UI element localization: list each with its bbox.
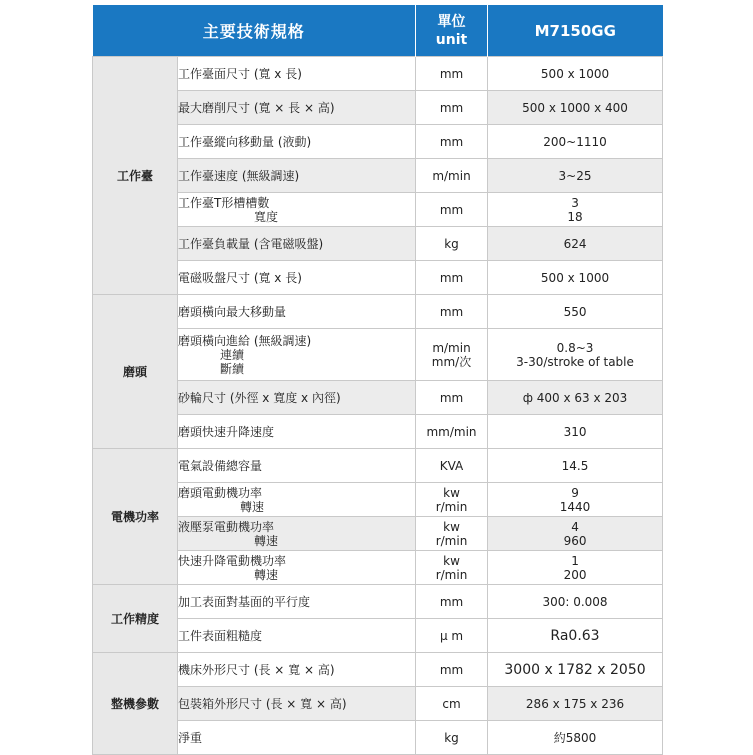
category-cell: 工作臺: [93, 57, 178, 295]
spec-item-cell: [178, 125, 416, 159]
unit-header-zh: 單位: [437, 13, 466, 30]
spec-item-label: 工作臺面尺寸 (寬 x 長): [178, 66, 302, 81]
spec-item-label: 轉速: [254, 533, 279, 548]
spec-unit-label: r/min: [435, 533, 468, 548]
spec-table: [92, 5, 663, 755]
spec-unit-label: m/min: [432, 340, 471, 355]
spec-value: Ra0.63: [550, 627, 600, 644]
spec-item-label: 電磁吸盤尺寸 (寬 x 長): [178, 270, 302, 285]
model-column-header: M7150GG: [488, 5, 663, 57]
spec-value: 500 x 1000: [540, 270, 610, 285]
spec-unit-label: mm/min: [426, 424, 477, 439]
spec-item-label: 磨頭橫向最大移動量: [178, 304, 287, 319]
header-row: [93, 5, 663, 57]
spec-item-cell: [178, 227, 416, 261]
spec-value-cell: [488, 517, 663, 551]
spec-unit-label: mm: [439, 304, 464, 319]
table-row: [93, 483, 663, 517]
spec-item-label: 磨頭橫向進給 (無級調速): [178, 333, 312, 348]
table-title: 主要技術規格: [93, 5, 416, 57]
spec-item-label: 工作臺負載量 (含電磁吸盤): [178, 236, 324, 251]
spec-value-cell: [488, 57, 663, 91]
spec-unit-cell: [416, 687, 488, 721]
spec-value: 1: [571, 553, 579, 568]
spec-unit-label: m/min: [432, 168, 471, 183]
table-row: [93, 91, 663, 125]
spec-item-cell: [178, 381, 416, 415]
spec-unit-cell: [416, 295, 488, 329]
spec-item-label: 最大磨削尺寸 (寬 × 長 × 高): [178, 100, 335, 115]
spec-unit-cell: [416, 329, 488, 381]
spec-value-cell: [488, 619, 663, 653]
spec-value-cell: [488, 585, 663, 619]
table-row: [93, 551, 663, 585]
spec-unit-cell: [416, 193, 488, 227]
spec-unit-label: mm: [439, 662, 464, 677]
spec-sheet: [92, 5, 662, 755]
spec-item-cell: [178, 91, 416, 125]
spec-value-cell: [488, 687, 663, 721]
spec-item-cell: [178, 653, 416, 687]
spec-item-label: 工作臺速度 (無級調速): [178, 168, 300, 183]
spec-item-label: 淨重: [178, 730, 203, 745]
spec-item-cell: [178, 449, 416, 483]
table-row: [93, 329, 663, 381]
spec-value: 3000 x 1782 x 2050: [504, 661, 646, 678]
unit-header-en: unit: [435, 31, 468, 48]
spec-item-label: 機床外形尺寸 (長 × 寬 × 高): [178, 662, 335, 677]
spec-unit-cell: [416, 381, 488, 415]
spec-value-cell: [488, 261, 663, 295]
table-row: [93, 193, 663, 227]
spec-item-label: 轉速: [254, 567, 279, 582]
spec-item-cell: [178, 329, 416, 381]
spec-value: 300: 0.008: [542, 594, 608, 609]
spec-value: 500 x 1000 x 400: [522, 100, 628, 115]
spec-unit-label: mm: [439, 202, 464, 217]
spec-item-label: 工作臺T形槽槽數: [178, 195, 270, 210]
table-row: [93, 227, 663, 261]
table-row: [93, 381, 663, 415]
spec-unit-cell: [416, 415, 488, 449]
spec-value: 3-30/stroke of table: [516, 354, 634, 369]
spec-unit-cell: [416, 91, 488, 125]
spec-value: 4: [571, 519, 579, 534]
spec-value-cell: [488, 381, 663, 415]
spec-unit-label: kw: [443, 519, 460, 534]
category-cell: 工作精度: [93, 585, 178, 653]
spec-unit-label: μ m: [439, 628, 464, 643]
spec-value-cell: [488, 415, 663, 449]
spec-item-label: 工件表面粗糙度: [178, 628, 263, 643]
spec-item-label: 磨頭電動機功率: [178, 485, 263, 500]
spec-item-cell: [178, 551, 416, 585]
spec-value: 14.5: [561, 458, 589, 473]
spec-unit-label: mm: [439, 270, 464, 285]
spec-item-cell: [178, 415, 416, 449]
spec-value-cell: [488, 721, 663, 755]
spec-unit-cell: [416, 227, 488, 261]
spec-item-label: 連續: [220, 347, 245, 362]
spec-unit-label: kg: [444, 730, 459, 745]
spec-item-cell: [178, 687, 416, 721]
spec-unit-cell: [416, 57, 488, 91]
spec-value: 286 x 175 x 236: [525, 696, 625, 711]
spec-item-label: 斷續: [220, 361, 245, 376]
spec-item-label: 電氣設備總容量: [178, 458, 263, 473]
spec-value-cell: [488, 227, 663, 261]
spec-value: 1440: [559, 499, 591, 514]
table-row: [93, 619, 663, 653]
spec-item-label: 砂輪尺寸 (外徑 x 寬度 x 內徑): [178, 390, 341, 405]
spec-unit-cell: [416, 551, 488, 585]
table-row: [93, 721, 663, 755]
spec-unit-cell: [416, 483, 488, 517]
spec-item-label: 工作臺縱向移動量 (液動): [178, 134, 312, 149]
spec-unit-cell: [416, 653, 488, 687]
spec-item-cell: [178, 619, 416, 653]
spec-value: 550: [563, 304, 587, 319]
spec-value-cell: [488, 551, 663, 585]
table-row: [93, 57, 663, 91]
spec-item-label: 液壓泵電動機功率: [178, 519, 275, 534]
spec-unit-cell: [416, 619, 488, 653]
spec-item-cell: [178, 295, 416, 329]
spec-value: 約5800: [553, 730, 597, 745]
spec-item-cell: [178, 517, 416, 551]
spec-unit-label: mm: [439, 134, 464, 149]
spec-value-cell: [488, 329, 663, 381]
spec-item-cell: [178, 585, 416, 619]
category-cell: 整機參數: [93, 653, 178, 755]
spec-value: 3~25: [558, 168, 592, 183]
spec-unit-cell: [416, 517, 488, 551]
spec-value-cell: [488, 159, 663, 193]
spec-unit-label: cm: [442, 696, 461, 711]
spec-value-cell: [488, 449, 663, 483]
spec-unit-label: mm: [439, 100, 464, 115]
spec-item-cell: [178, 57, 416, 91]
spec-value: 18: [567, 209, 583, 224]
spec-item-label: 磨頭快速升降速度: [178, 424, 275, 439]
spec-item-cell: [178, 261, 416, 295]
spec-value: 9: [571, 485, 579, 500]
spec-unit-cell: [416, 585, 488, 619]
spec-value-cell: [488, 483, 663, 517]
spec-body: [93, 57, 663, 755]
spec-value: 500 x 1000: [540, 66, 610, 81]
spec-unit-label: r/min: [435, 567, 468, 582]
table-row: [93, 159, 663, 193]
spec-unit-label: kw: [443, 485, 460, 500]
spec-unit-label: mm: [439, 390, 464, 405]
spec-value: 0.8~3: [556, 340, 594, 355]
spec-item-cell: [178, 483, 416, 517]
spec-value: 3: [571, 195, 579, 210]
spec-item-label: 寬度: [254, 209, 279, 224]
spec-value-cell: [488, 125, 663, 159]
table-row: [93, 653, 663, 687]
spec-unit-cell: [416, 125, 488, 159]
category-cell: 電機功率: [93, 449, 178, 585]
spec-item-cell: [178, 721, 416, 755]
spec-item-label: 加工表面對基面的平行度: [178, 594, 311, 609]
table-row: [93, 261, 663, 295]
unit-column-header: [416, 5, 488, 57]
spec-unit-label: mm: [439, 594, 464, 609]
spec-unit-label: KVA: [439, 458, 464, 473]
spec-item-label: 轉速: [240, 499, 265, 514]
table-row: [93, 517, 663, 551]
spec-value-cell: [488, 193, 663, 227]
table-row: [93, 415, 663, 449]
table-row: [93, 687, 663, 721]
category-cell: 磨頭: [93, 295, 178, 449]
spec-unit-label: kg: [444, 236, 459, 251]
spec-unit-label: kw: [443, 553, 460, 568]
spec-item-cell: [178, 193, 416, 227]
table-row: [93, 125, 663, 159]
spec-value-cell: [488, 653, 663, 687]
spec-value-cell: [488, 91, 663, 125]
spec-unit-label: mm: [439, 66, 464, 81]
spec-unit-label: mm/次: [431, 354, 472, 369]
spec-value: 960: [563, 533, 587, 548]
spec-item-label: 快速升降電動機功率: [178, 553, 287, 568]
spec-value: 200~1110: [543, 134, 607, 149]
table-row: [93, 295, 663, 329]
spec-item-label: 包裝箱外形尺寸 (長 × 寬 × 高): [178, 696, 347, 711]
spec-value: 624: [563, 236, 587, 251]
table-row: [93, 449, 663, 483]
spec-value-cell: [488, 295, 663, 329]
spec-unit-label: r/min: [435, 499, 468, 514]
spec-value: ф 400 x 63 x 203: [522, 390, 628, 405]
spec-unit-cell: [416, 159, 488, 193]
spec-value: 310: [563, 424, 587, 439]
spec-unit-cell: [416, 449, 488, 483]
spec-item-cell: [178, 159, 416, 193]
table-row: [93, 585, 663, 619]
spec-unit-cell: [416, 261, 488, 295]
spec-value: 200: [563, 567, 587, 582]
spec-unit-cell: [416, 721, 488, 755]
